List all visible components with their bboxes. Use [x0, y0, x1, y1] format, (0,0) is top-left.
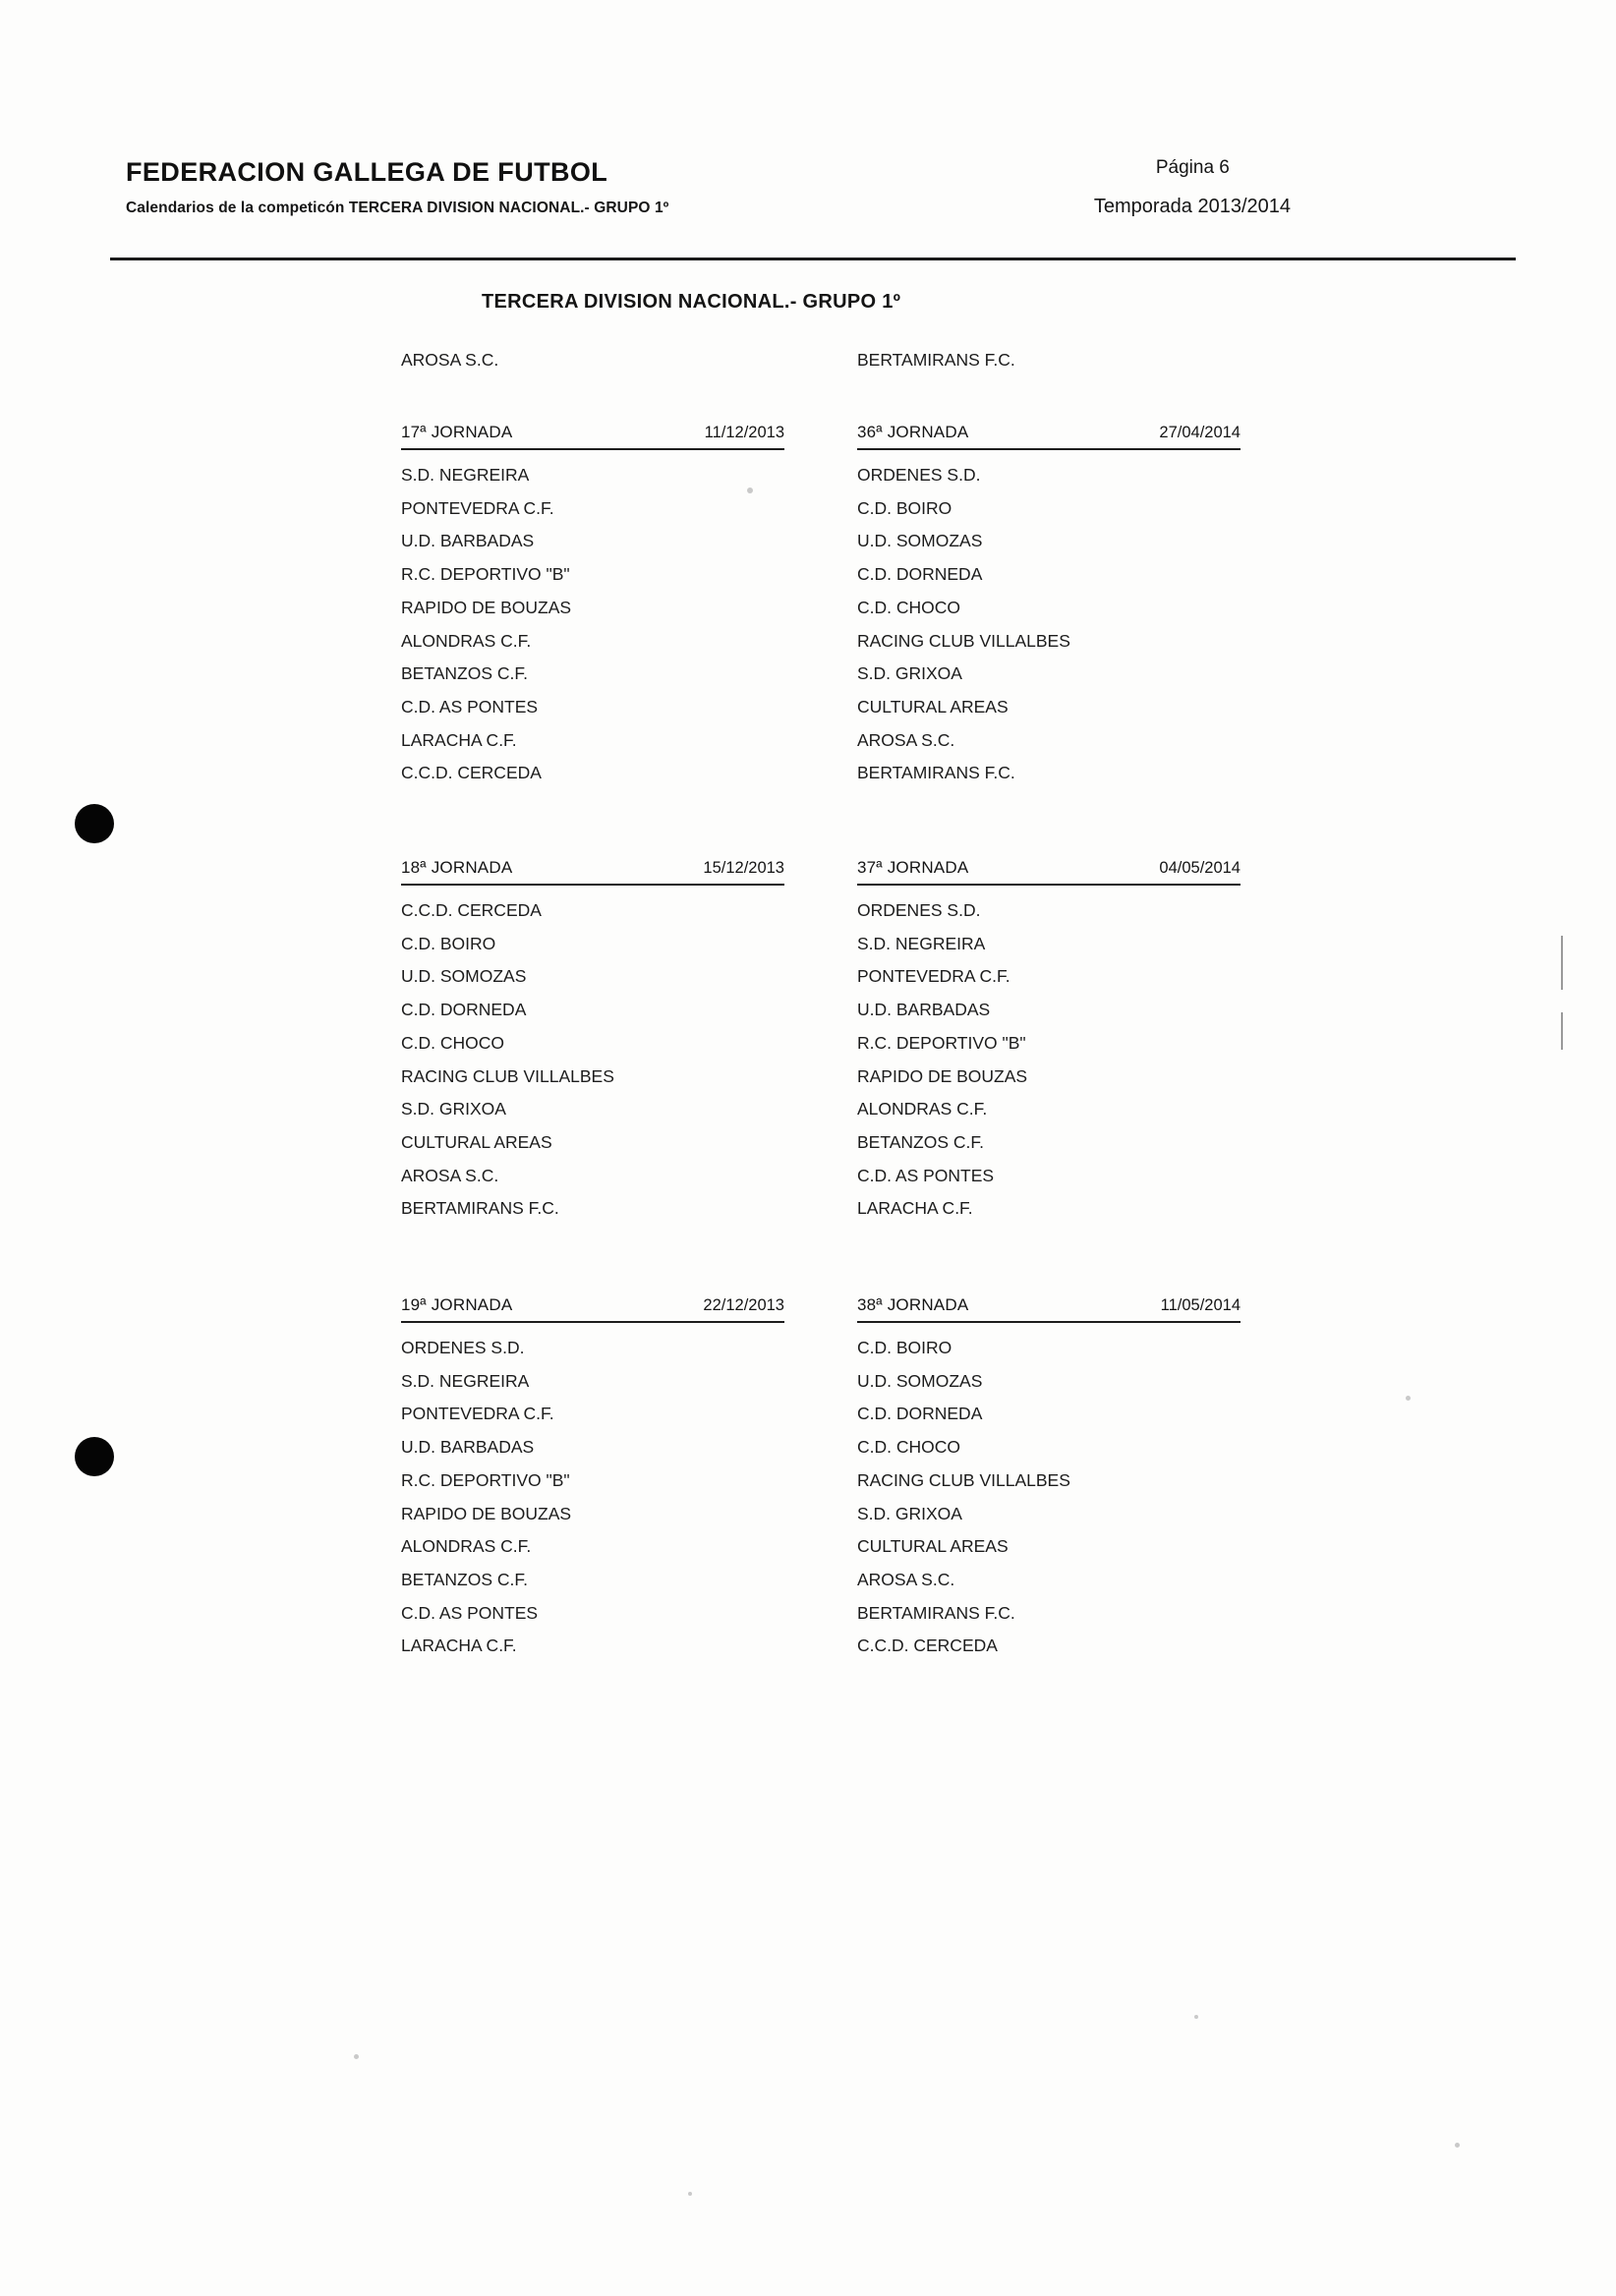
- hole-punch-mark: [75, 1437, 114, 1476]
- list-item: RACING CLUB VILLALBES: [857, 1469, 1070, 1490]
- scan-speck: [1194, 2015, 1198, 2019]
- list-item: CULTURAL AREAS: [401, 1131, 552, 1152]
- jornada-date: 11/05/2014: [1160, 1296, 1241, 1314]
- top-team-left: AROSA S.C.: [401, 350, 499, 370]
- jornada-date: 27/04/2014: [1159, 424, 1241, 441]
- list-item: C.D. AS PONTES: [401, 696, 539, 717]
- list-item: C.C.D. CERCEDA: [401, 900, 542, 920]
- season-label: Temporada 2013/2014: [1093, 196, 1291, 217]
- list-item: ALONDRAS C.F.: [401, 1536, 532, 1557]
- jornada-date: 22/12/2013: [703, 1296, 784, 1314]
- jornada-name: 38ª JORNADA: [857, 1295, 969, 1314]
- jornada-name: 18ª JORNADA: [401, 858, 513, 877]
- jornada-name: 37ª JORNADA: [857, 858, 969, 877]
- jornada-date: 11/12/2013: [704, 424, 784, 441]
- jornada-block: [401, 858, 784, 1226]
- jornada-date: 04/05/2014: [1159, 859, 1241, 877]
- list-item: C.D. AS PONTES: [857, 1165, 995, 1185]
- scan-speck: [747, 488, 753, 493]
- list-item: LARACHA C.F.: [857, 1198, 973, 1219]
- list-item: LARACHA C.F.: [401, 1636, 517, 1656]
- list-item: RAPIDO DE BOUZAS: [401, 1503, 572, 1523]
- list-item: C.D. CHOCO: [857, 597, 960, 617]
- list-item: C.D. BOIRO: [857, 497, 952, 518]
- list-item: BERTAMIRANS F.C.: [857, 1602, 1015, 1623]
- list-item: C.D. DORNEDA: [401, 1000, 527, 1020]
- list-item: ORDENES S.D.: [857, 465, 981, 485]
- federation-title: FEDERACION GALLEGA DE FUTBOL: [126, 157, 608, 187]
- list-item: R.C. DEPORTIVO "B": [857, 1032, 1026, 1053]
- list-item: R.C. DEPORTIVO "B": [401, 1469, 570, 1490]
- jornada-underline: [857, 884, 1241, 886]
- list-item: PONTEVEDRA C.F.: [857, 966, 1010, 987]
- jornada-block: [857, 423, 1241, 790]
- list-item: S.D. NEGREIRA: [401, 1370, 530, 1391]
- jornada-block: [401, 1295, 784, 1663]
- list-item: C.D. DORNEDA: [857, 564, 983, 585]
- list-item: LARACHA C.F.: [401, 729, 517, 750]
- list-item: RACING CLUB VILLALBES: [857, 630, 1070, 651]
- list-item: U.D. BARBADAS: [401, 1437, 535, 1458]
- list-item: CULTURAL AREAS: [857, 696, 1009, 717]
- jornada-name: 19ª JORNADA: [401, 1295, 513, 1314]
- jornada-underline: [401, 1321, 784, 1323]
- competition-title: TERCERA DIVISION NACIONAL.- GRUPO 1º: [482, 291, 901, 313]
- list-item: BETANZOS C.F.: [401, 1569, 528, 1589]
- list-item: S.D. NEGREIRA: [401, 465, 530, 485]
- list-item: C.D. AS PONTES: [401, 1602, 539, 1623]
- list-item: PONTEVEDRA C.F.: [401, 497, 554, 518]
- list-item: AROSA S.C.: [401, 1165, 499, 1185]
- list-item: BERTAMIRANS F.C.: [401, 1198, 559, 1219]
- list-item: U.D. SOMOZAS: [401, 966, 527, 987]
- list-item: ORDENES S.D.: [401, 1338, 525, 1357]
- jornada-underline: [857, 448, 1241, 450]
- list-item: S.D. GRIXOA: [857, 1503, 962, 1523]
- list-item: S.D. GRIXOA: [857, 663, 962, 684]
- list-item: BETANZOS C.F.: [857, 1131, 984, 1152]
- list-item: BETANZOS C.F.: [401, 663, 528, 684]
- list-item: PONTEVEDRA C.F.: [401, 1404, 554, 1424]
- hole-punch-mark: [75, 804, 114, 843]
- jornada-name: 36ª JORNADA: [857, 423, 969, 441]
- jornada-date: 15/12/2013: [703, 859, 784, 877]
- jornada-block: [857, 1295, 1241, 1663]
- list-item: C.D. DORNEDA: [857, 1404, 983, 1424]
- list-item: BERTAMIRANS F.C.: [857, 763, 1015, 783]
- jornada-underline: [857, 1321, 1241, 1323]
- jornada-underline: [401, 884, 784, 886]
- list-item: ALONDRAS C.F.: [401, 630, 532, 651]
- page-header: [126, 157, 1492, 218]
- list-item: AROSA S.C.: [857, 1569, 955, 1589]
- list-item: ALONDRAS C.F.: [857, 1099, 988, 1119]
- scan-edge-mark: [1561, 1012, 1563, 1050]
- list-item: C.C.D. CERCEDA: [401, 763, 542, 783]
- list-item: U.D. SOMOZAS: [857, 1370, 983, 1391]
- list-item: U.D. BARBADAS: [857, 1000, 991, 1020]
- scan-speck: [354, 2054, 359, 2059]
- list-item: RAPIDO DE BOUZAS: [401, 597, 572, 617]
- jornada-block: [857, 858, 1241, 1226]
- list-item: CULTURAL AREAS: [857, 1536, 1009, 1557]
- header-subtitle: Calendarios de la competicón TERCERA DIVISION NACIONAL.- GRUPO 1º: [126, 200, 669, 216]
- list-item: C.C.D. CERCEDA: [857, 1636, 998, 1656]
- list-item: AROSA S.C.: [857, 729, 955, 750]
- jornada-name: 17ª JORNADA: [401, 423, 513, 441]
- list-item: C.D. CHOCO: [857, 1437, 960, 1458]
- jornada-underline: [401, 448, 784, 450]
- page-number-label: Página 6: [1155, 157, 1230, 178]
- jornada-block: [401, 423, 784, 790]
- list-item: U.D. BARBADAS: [401, 531, 535, 551]
- list-item: S.D. GRIXOA: [401, 1099, 506, 1119]
- scan-speck: [1406, 1396, 1411, 1401]
- list-item: U.D. SOMOZAS: [857, 531, 983, 551]
- list-item: ORDENES S.D.: [857, 900, 981, 920]
- scan-speck: [1455, 2143, 1460, 2148]
- scan-edge-mark: [1561, 936, 1563, 990]
- scan-speck: [688, 2192, 692, 2196]
- list-item: S.D. NEGREIRA: [857, 933, 986, 953]
- list-item: R.C. DEPORTIVO "B": [401, 564, 570, 585]
- list-item: C.D. BOIRO: [401, 933, 496, 953]
- header-divider: [110, 258, 1516, 260]
- list-item: C.D. CHOCO: [401, 1032, 504, 1053]
- top-team-right: BERTAMIRANS F.C.: [857, 350, 1015, 370]
- list-item: RAPIDO DE BOUZAS: [857, 1065, 1028, 1086]
- list-item: RACING CLUB VILLALBES: [401, 1065, 614, 1086]
- list-item: C.D. BOIRO: [857, 1338, 952, 1357]
